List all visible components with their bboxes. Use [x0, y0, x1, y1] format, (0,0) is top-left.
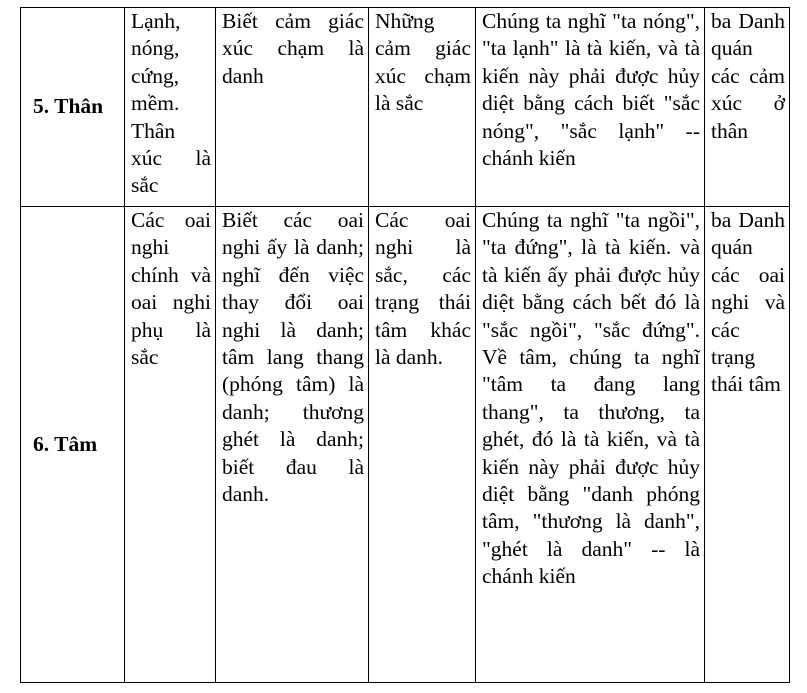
- dhamma-table: [20, 7, 790, 683]
- danh-text: Biết các oai nghi ấy là danh; nghĩ đến việc thay đổi oai nghi là danh; tâm lang thang (phóng tâm) là danh; thương ghét là danh; biết đau là danh.: [222, 208, 364, 507]
- sac-cell: [125, 8, 216, 207]
- sac-explanation-text: Những cảm giác xúc chạm là sắc: [375, 9, 471, 116]
- view-cell: [476, 8, 705, 207]
- table-row-tam: [21, 207, 790, 683]
- contemplation-text: ba Danh quán các oai nghi và các trạng thái tâm: [711, 208, 785, 397]
- sac-explanation-text: Các oai nghi là sắc, các trạng thái tâm khác là danh.: [375, 208, 471, 370]
- danh-text: Biết cảm giác xúc chạm là danh: [222, 9, 364, 88]
- view-cell: [476, 207, 705, 683]
- view-text: Chúng ta nghĩ "ta nóng", "ta lạnh" là tà kiến, và tà kiến này phải được hủy diệt bằng cách biết "sắc nóng", "sắc lạnh" -- chánh kiến: [482, 9, 700, 171]
- sac-cell: [125, 207, 216, 683]
- sac-explanation-cell: [369, 8, 476, 207]
- page-bottom-rule: [20, 682, 789, 683]
- view-text: Chúng ta nghĩ "ta ngồi", "ta đứng", là tà kiến. và tà kiến ấy phải được hủy diệt bằng cách bết đó là "sắc ngồi", "sắc đứng". Về tâm, chúng ta nghĩ "tâm ta đang lang thang", ta thương, ta ghét, đó là tà kiến, và tà kiến này phải được hủy diệt bằng "danh phóng tâm, "thương là danh", "ghét là danh" -- là chánh kiến: [482, 208, 700, 589]
- table-row-than: [21, 8, 790, 207]
- sac-explanation-cell: [369, 207, 476, 683]
- danh-cell: [216, 8, 369, 207]
- danh-cell: [216, 207, 369, 683]
- contemplation-text: ba Danh quán các cảm xúc ở thân: [711, 9, 785, 143]
- sac-text: Các oai nghi chính và oai nghi phụ là sắc: [131, 208, 211, 370]
- row-label-tam: 6. Tâm: [21, 207, 125, 683]
- row-label-than: 5. Thân: [21, 8, 125, 207]
- sac-text: Lạnh, nóng, cứng, mềm. Thân xúc là sắc: [131, 9, 211, 198]
- contemplation-cell: [705, 8, 790, 207]
- contemplation-cell: [705, 207, 790, 683]
